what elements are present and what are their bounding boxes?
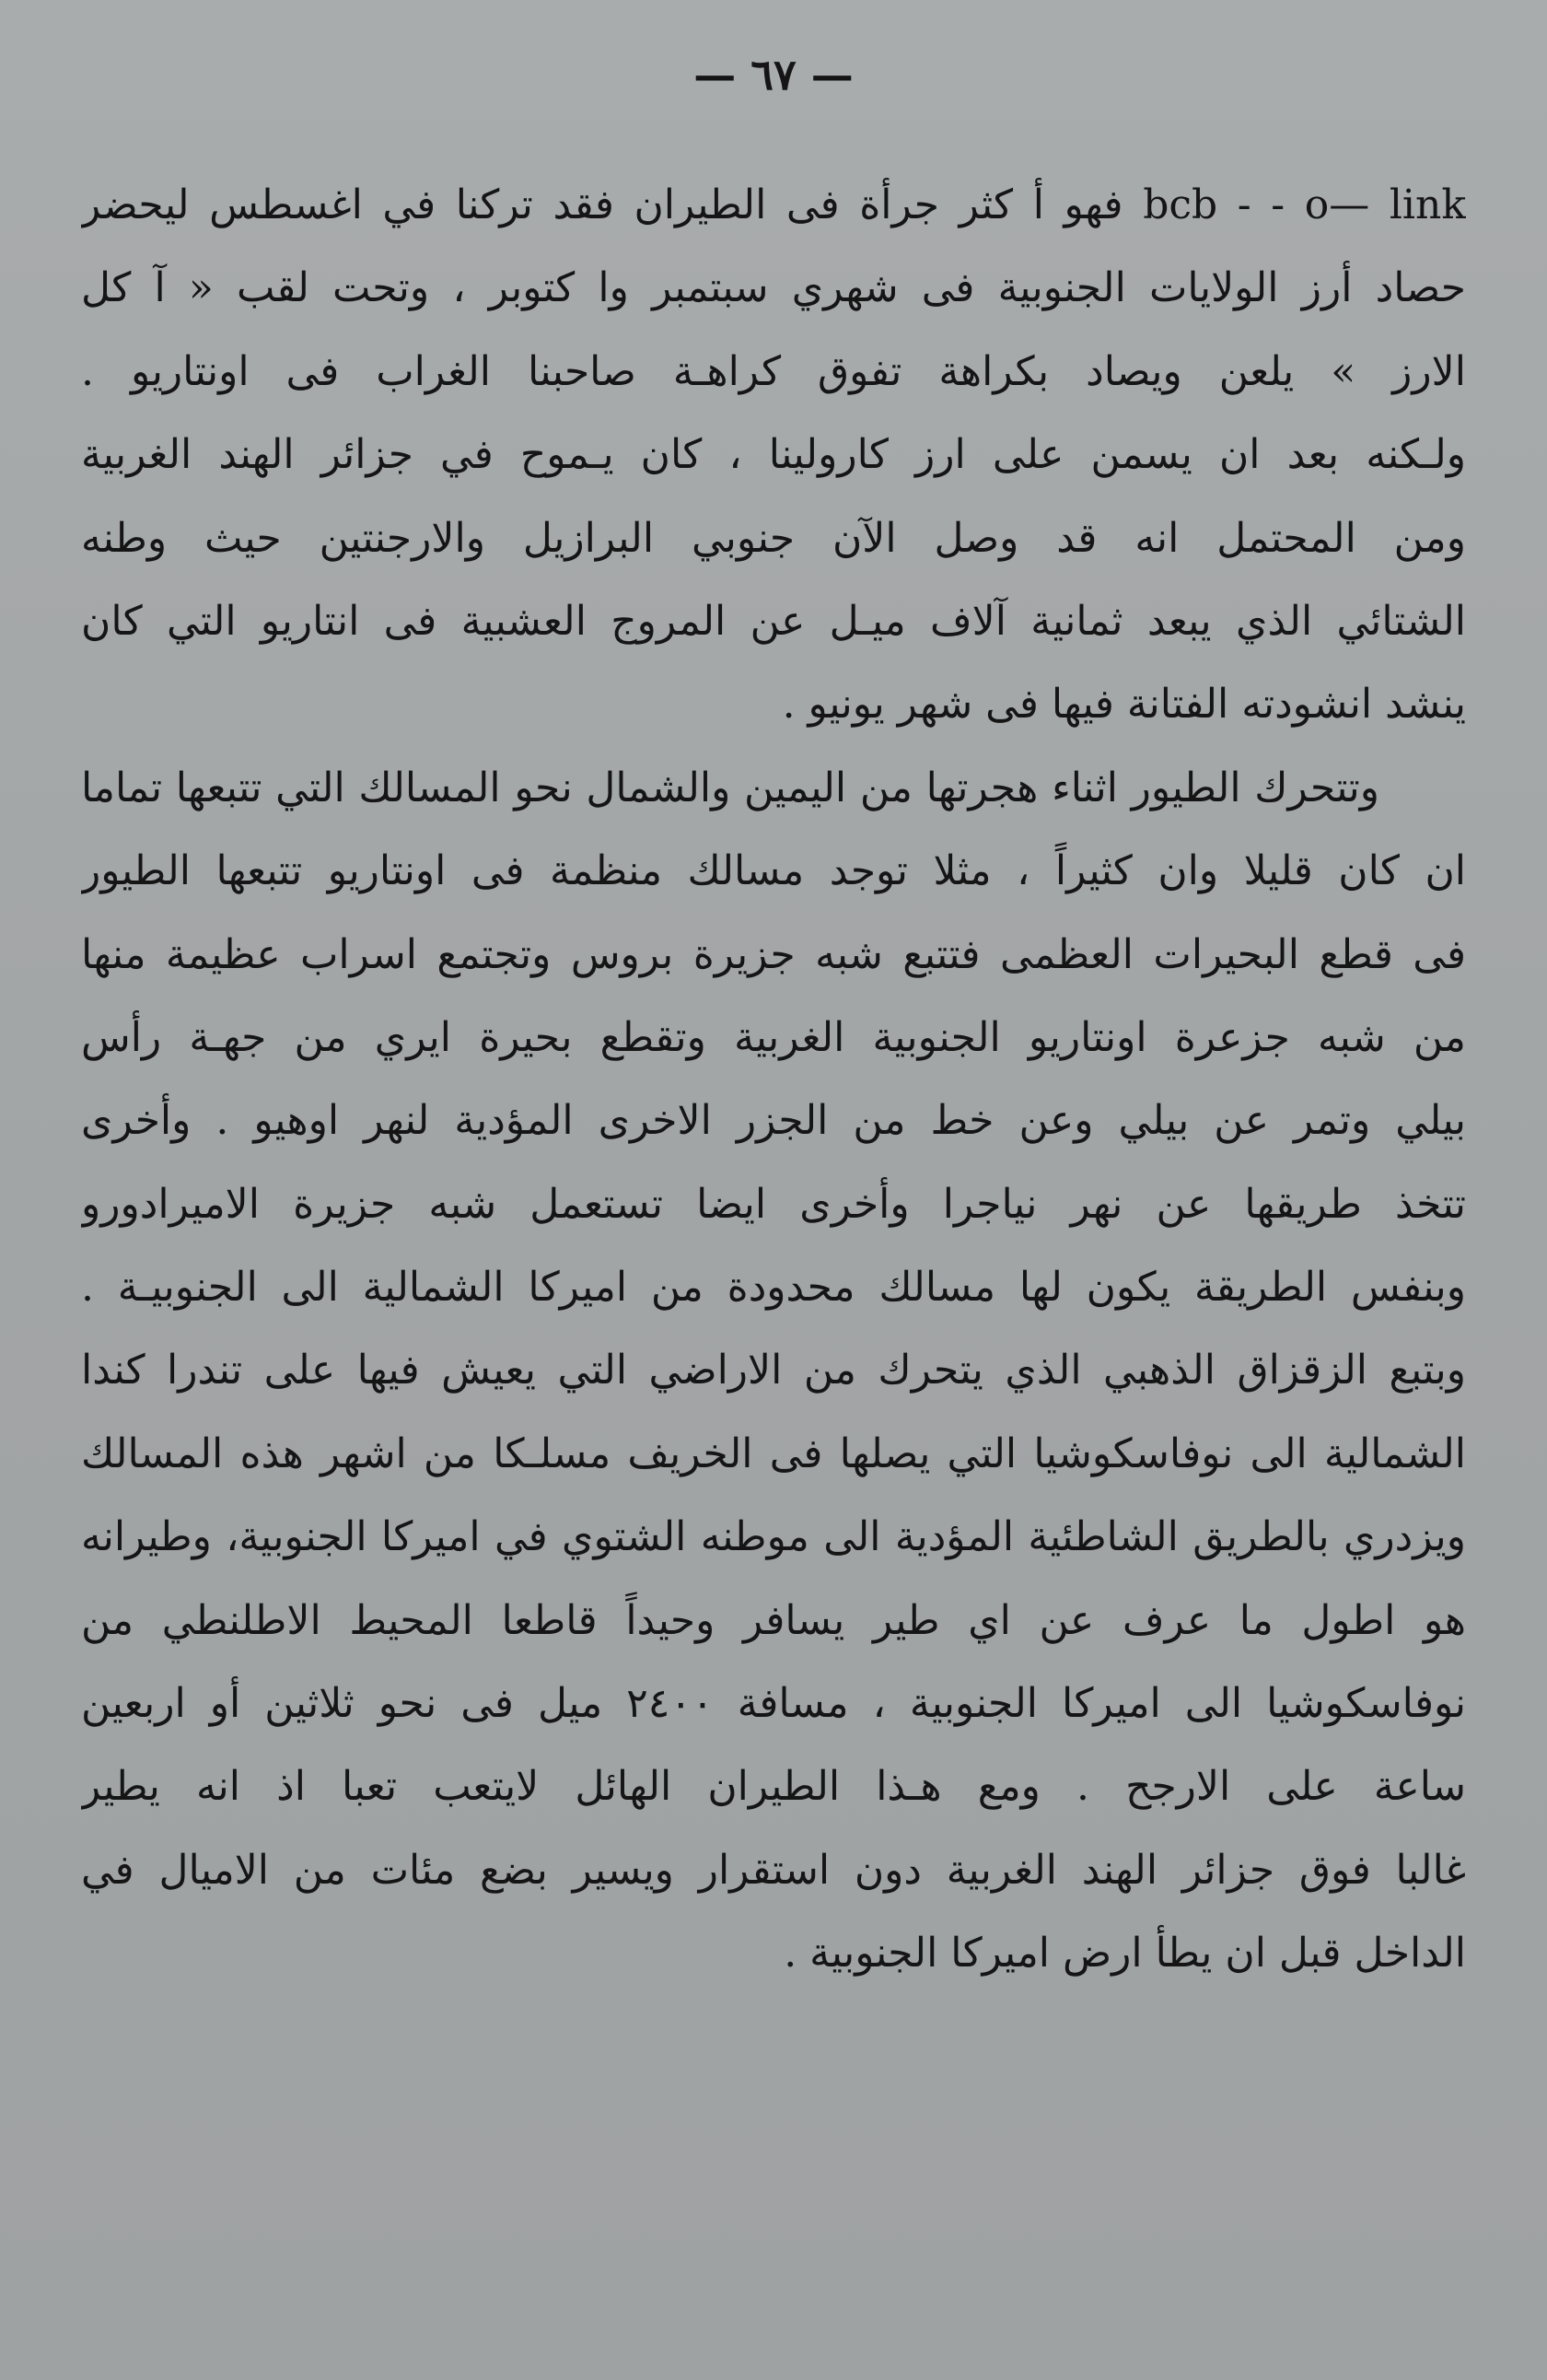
- text-line: ومن المحتمل انه قد وصل الآن جنوبي البرازيل والارجنتين حيث وطنه: [81, 514, 1466, 562]
- text-line: الشمالية الى نوفاسكوشيا التي يصلها فى الخريف مسلـكا من اشهر هذه المسالك: [81, 1429, 1466, 1477]
- text-line: bcb - - o— link فهو أ كثر جرأة فى الطيران فقد تركنا في اغسطس ليحضر: [81, 181, 1466, 228]
- text-line: الارز » يلعن ويصاد بكراهة تفوق كراهـة صاحبنا الغراب فى اونتاريو .: [81, 347, 1466, 395]
- text-line: الداخل قبل ان يطأ ارض اميركا الجنوبية .: [784, 1930, 1466, 1978]
- text-line: غالبا فوق جزائر الهند الغربية دون استقرار ويسير بضع مئات من الاميال في: [81, 1846, 1466, 1894]
- text-line: بيلي وتمر عن بيلي وعن خط من الجزر الاخرى المؤدية لنهر اوهيو . وأخرى: [81, 1097, 1466, 1145]
- text-line: نوفاسكوشيا الى اميركا الجنوبية ، مسافة ٢٤٠٠ ميل فى نحو ثلاثين أو اربعين: [81, 1680, 1466, 1728]
- text-line: حصاد أرز الولايات الجنوبية فى شهري سبتمبر وا كتوبر ، وتحت لقب « آ كل: [81, 264, 1466, 312]
- text-line: هو اطول ما عرف عن اي طير يسافر وحيداً قاطعا المحيط الاطلنطي من: [81, 1596, 1466, 1644]
- text-line: ساعة على الارجح . ومع هـذا الطيران الهائل لايتعب تعبا اذ انه يطير: [81, 1763, 1466, 1811]
- text-line: ويزدري بالطريق الشاطئية المؤدية الى موطنه الشتوي في اميركا الجنوبية، وطيرانه: [81, 1513, 1466, 1561]
- text-line: من شبه جزعرة اونتاريو الجنوبية الغربية وتقطع بحيرة ايري من جهـة رأس: [81, 1013, 1466, 1061]
- text-line: وتتحرك الطيور اثناء هجرتها من اليمين والشمال نحو المسالك التي تتبعها تماما: [81, 764, 1379, 811]
- text-line: وبنفس الطريقة يكون لها مسالك محدودة من اميركا الشمالية الى الجنوبيـة .: [81, 1264, 1466, 1312]
- text-line: فى قطع البحيرات العظمى فتتبع شبه جزيرة بروس وتجتمع اسراب عظيمة منها: [81, 930, 1466, 978]
- text-line: ولـكنه بعد ان يسمن على ارز كارولينا ، كان يـموح في جزائر الهند الغربية: [81, 431, 1466, 479]
- text-line: وبتبع الزقزاق الذهبي الذي يتحرك من الاراضي التي يعيش فيها على تندرا كندا: [81, 1347, 1466, 1394]
- text-line: ينشد انشودته الفتانة فيها فى شهر يونيو .: [782, 681, 1466, 729]
- text-line: الشتائي الذي يبعد ثمانية آلاف ميـل عن المروج العشبية فى انتاريو التي كان: [81, 597, 1466, 645]
- text-line: تتخذ طريقها عن نهر نياجرا وأخرى ايضا تستعمل شبه جزيرة الاميرادورو: [81, 1180, 1466, 1228]
- text-line: ان كان قليلا وان كثيراً ، مثلا توجد مسالك منظمة فى اونتاريو تتبعها الطيور: [81, 847, 1466, 895]
- body-text: [81, 164, 1466, 1996]
- page-number: — ٦٧ —: [693, 50, 854, 99]
